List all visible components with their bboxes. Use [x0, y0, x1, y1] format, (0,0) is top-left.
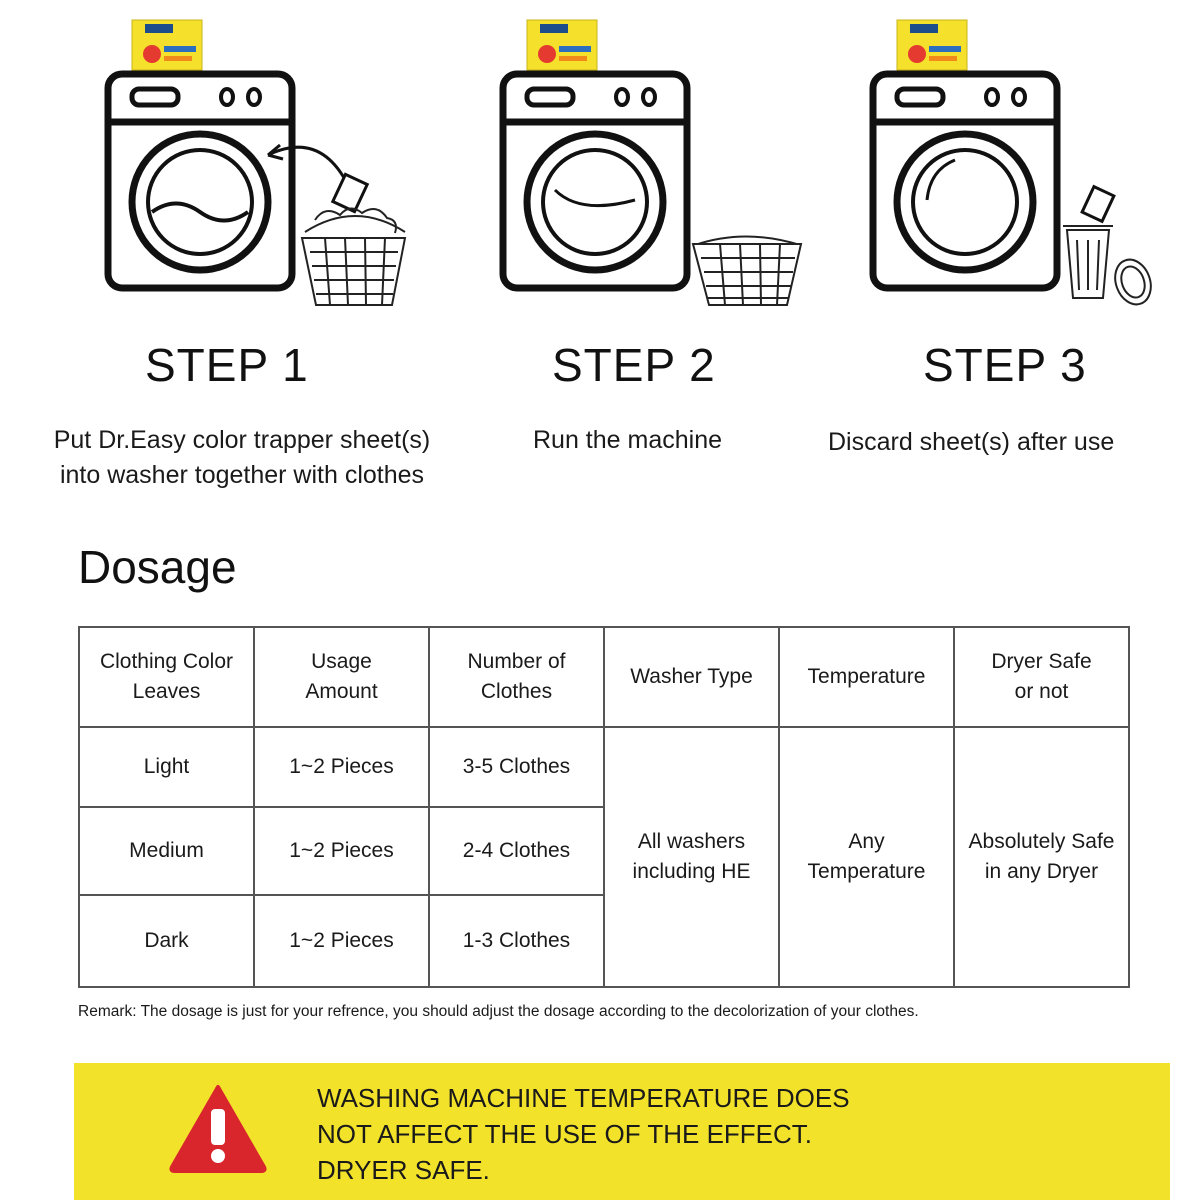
dryer-safe-line-1: Absolutely Safe	[968, 830, 1115, 853]
cell-amount: 1~2 Pieces	[254, 895, 429, 987]
header-usage-amount	[254, 627, 429, 727]
cell-dryer-safe	[954, 727, 1129, 987]
washing-machine-icon	[873, 74, 1057, 288]
header-temperature	[779, 627, 954, 727]
cell-amount: 1~2 Pieces	[254, 807, 429, 895]
dryer-safe-line-2: in any Dryer	[984, 860, 1099, 883]
step-3-title: STEP 3	[923, 339, 1087, 391]
washer-type-line-2: including HE	[632, 860, 751, 883]
header-usage-amount-line-2: Amount	[305, 680, 378, 703]
product-box-icon	[132, 20, 202, 70]
cell-clothes: 3-5 Clothes	[429, 727, 604, 807]
cell-clothes: 2-4 Clothes	[429, 807, 604, 895]
step-3-description	[828, 425, 1198, 460]
warning-line-1: WASHING MACHINE TEMPERATURE DOES	[317, 1083, 850, 1113]
step-1-illustration	[0, 0, 420, 320]
remark-text: Remark: The dosage is just for your refrence, you should adjust the dosage according to the decolorization of your clothes.	[78, 1003, 919, 1020]
step-1-description-line-2: into washer together with clothes	[59, 461, 425, 489]
dosage-table	[78, 626, 1130, 988]
header-number-of-clothes	[429, 627, 604, 727]
cell-clothes: 1-3 Clothes	[429, 895, 604, 987]
step-1-title: STEP 1	[145, 339, 309, 391]
header-number-of-clothes-line-1: Number of	[467, 650, 566, 673]
product-box-icon	[897, 20, 967, 70]
cell-temperature	[779, 727, 954, 987]
header-washer-type-line-1: Washer Type	[630, 665, 753, 688]
header-usage-amount-line-1: Usage	[311, 650, 372, 673]
washer-type-line-1: All washers	[637, 830, 746, 853]
table-row	[79, 727, 1129, 807]
step-2-description	[533, 423, 753, 458]
header-temperature-line-1: Temperature	[807, 665, 926, 688]
cell-amount: 1~2 Pieces	[254, 727, 429, 807]
temperature-line-2: Temperature	[807, 860, 926, 883]
header-dryer-safe-line-2: or not	[1014, 680, 1069, 703]
dosage-title: Dosage	[78, 541, 237, 593]
warning-banner	[74, 1063, 1170, 1200]
temperature-line-1: Any	[848, 830, 885, 853]
step-3-illustration	[765, 0, 1185, 320]
sheet-icon	[1082, 187, 1114, 222]
step-2	[395, 0, 795, 500]
cell-color: Medium	[79, 807, 254, 895]
header-clothing-color-line-1: Clothing Color	[99, 650, 234, 673]
step-2-description-line-1: Run the machine	[533, 426, 723, 454]
product-box-icon	[527, 20, 597, 70]
step-3-description-line-1: Discard sheet(s) after use	[828, 428, 1115, 456]
header-number-of-clothes-line-2: Clothes	[480, 680, 553, 703]
cell-color: Light	[79, 727, 254, 807]
step-3	[765, 0, 1200, 500]
step-2-title: STEP 2	[552, 339, 716, 391]
warning-line-3: DRYER SAFE.	[317, 1155, 490, 1185]
header-clothing-color-line-2: Leaves	[132, 680, 201, 703]
cell-color: Dark	[79, 895, 254, 987]
header-dryer-safe-line-1: Dryer Safe	[991, 650, 1092, 673]
trash-can-icon	[1063, 226, 1157, 309]
header-clothing-color	[79, 627, 254, 727]
step-1-description-line-1: Put Dr.Easy color trapper sheet(s)	[53, 426, 431, 454]
laundry-basket-icon	[302, 208, 405, 305]
warning-line-2: NOT AFFECT THE USE OF THE EFFECT.	[317, 1119, 813, 1149]
washing-machine-icon	[503, 74, 687, 288]
header-washer-type	[604, 627, 779, 727]
sheet-icon	[333, 174, 367, 211]
warning-icon	[168, 1083, 268, 1175]
step-2-illustration	[395, 0, 815, 320]
step-1	[0, 0, 431, 500]
table-header-row	[79, 627, 1129, 727]
header-dryer-safe	[954, 627, 1129, 727]
cell-washer-type	[604, 727, 779, 987]
washing-machine-icon	[108, 74, 292, 288]
